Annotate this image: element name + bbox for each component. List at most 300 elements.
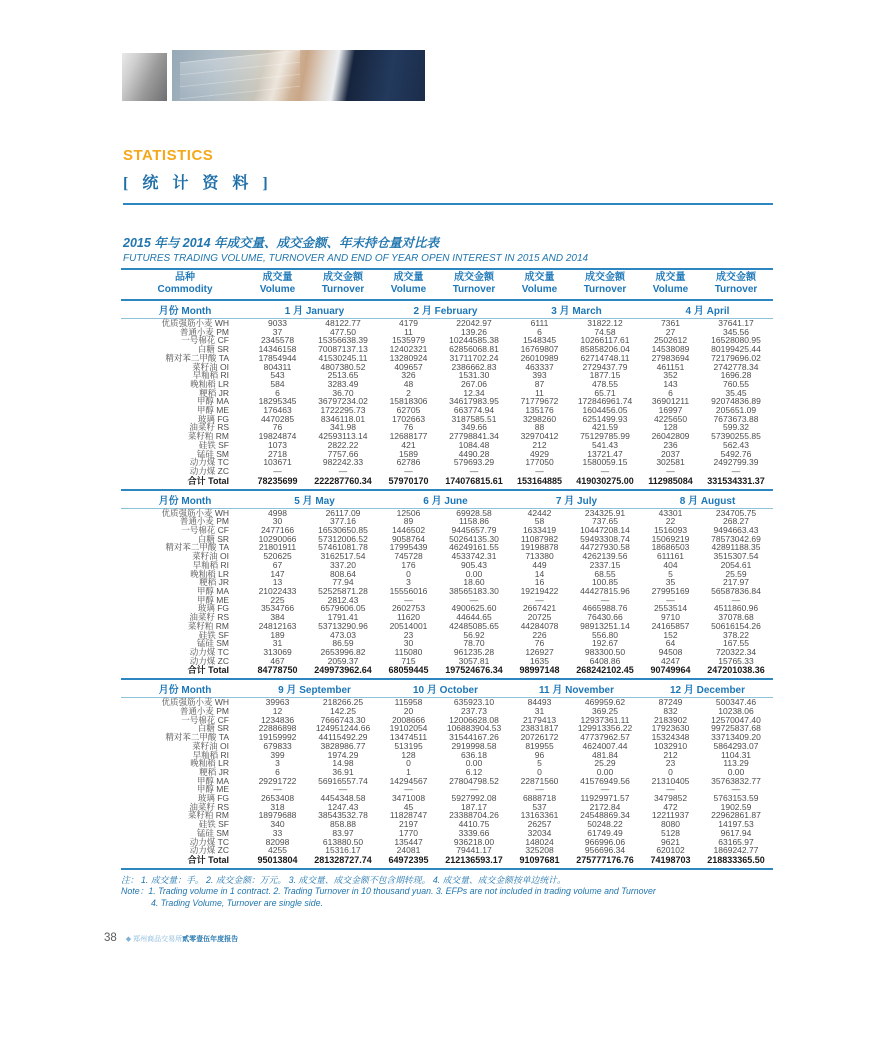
- total-value: 64972395: [380, 855, 437, 869]
- value-cell: 57312006.52: [318, 533, 368, 544]
- value-cell: 556.80: [592, 629, 618, 640]
- section-title-cn: [ 统 计 资 料 ]: [123, 175, 273, 192]
- value-cell: 905.43: [461, 559, 487, 570]
- value-cell: 17854944: [258, 352, 297, 363]
- value-cell: 461151: [656, 361, 685, 372]
- value-cell: 9621: [661, 836, 680, 847]
- value-cell: 76: [403, 422, 414, 433]
- value-cell: —: [600, 594, 610, 605]
- value-cell: 143: [663, 378, 678, 389]
- value-cell: 4247: [661, 655, 680, 666]
- month-label: 月份 Month: [121, 679, 249, 698]
- volume-header: [642, 269, 699, 300]
- value-cell: 1877.15: [589, 370, 621, 381]
- value-cell: —: [600, 784, 610, 795]
- month-cell: 2 月 February: [380, 300, 511, 319]
- value-cell: 2386662.83: [451, 361, 497, 372]
- value-cell: 9445657.79: [451, 525, 497, 536]
- value-cell: 9033: [268, 318, 287, 328]
- value-cell: 135176: [525, 405, 554, 416]
- value-cell: 99725837.68: [711, 723, 761, 734]
- value-cell: 1580059.15: [582, 457, 628, 468]
- value-cell: 832: [663, 706, 678, 717]
- value-cell: 41576949.56: [580, 775, 630, 786]
- value-cell: 2172.84: [589, 801, 621, 812]
- value-cell: 83.97: [332, 827, 354, 838]
- value-cell: 42593113.14: [318, 431, 368, 442]
- total-row: [121, 665, 773, 679]
- turnover-header-en: Turnover: [452, 284, 496, 295]
- value-cell: —: [600, 465, 610, 476]
- value-cell: 337.20: [330, 559, 356, 570]
- value-cell: —: [469, 465, 479, 476]
- table-title: [123, 233, 773, 264]
- total-value: 249973962.64: [306, 665, 380, 679]
- value-cell: 237.73: [461, 706, 487, 717]
- value-cell: 236: [663, 439, 678, 450]
- value-cell: 584: [270, 378, 285, 389]
- value-cell: 3298260: [522, 413, 557, 424]
- volume-header-cn: 成交量: [524, 272, 555, 283]
- total-value: 212136593.17: [437, 855, 511, 869]
- value-cell: 1158.86: [458, 516, 490, 527]
- month-cell: 10 月 October: [380, 679, 511, 698]
- value-cell: 15356638.39: [318, 335, 368, 346]
- value-cell: 2059.37: [327, 655, 359, 666]
- value-cell: 41530245.11: [318, 352, 368, 363]
- value-cell: 500347.46: [715, 697, 757, 708]
- value-cell: 1633419: [522, 525, 557, 536]
- value-cell: 57461081.78: [318, 542, 368, 553]
- value-cell: 1722295.73: [320, 405, 366, 416]
- value-cell: 87: [534, 378, 545, 389]
- value-cell: 472: [663, 801, 678, 812]
- value-cell: 234705.75: [715, 507, 757, 518]
- value-cell: 1446502: [391, 525, 426, 536]
- statistics-table-wrap: [121, 268, 773, 909]
- value-cell: 16530650.85: [318, 525, 368, 536]
- value-cell: 2477166: [260, 525, 295, 536]
- value-cell: 52525871.28: [318, 585, 368, 596]
- value-cell: 12211937: [651, 810, 690, 821]
- commodity-name: 粳稻 JR: [199, 577, 229, 588]
- commodity-name: 甲醇 MA: [196, 585, 229, 596]
- value-cell: 113.29: [723, 758, 749, 769]
- total-value: 247201038.36: [699, 665, 773, 679]
- note-en-1: Note：1. Trading volume in 1 contract. 2. Trading Turnover in 10 thousand yuan. 3. EFPs are not included in trading volume and Turnover: [121, 886, 656, 897]
- value-cell: 20725: [527, 612, 552, 623]
- value-cell: 56916557.74: [318, 775, 368, 786]
- value-cell: 56587836.84: [711, 585, 761, 596]
- value-cell: 4900625.60: [451, 603, 497, 614]
- commodity-name: 粳稻 JR: [199, 387, 229, 398]
- total-value: 90749964: [642, 665, 699, 679]
- commodity-name: 菜籽油 OI: [192, 740, 229, 751]
- total-value: 68059445: [380, 665, 437, 679]
- value-cell: 85858206.04: [580, 344, 630, 355]
- value-cell: 14.98: [332, 758, 354, 769]
- value-cell: 345.56: [723, 326, 749, 337]
- commodity-name: 菜籽粕 RM: [187, 810, 229, 821]
- value-cell: 27: [665, 326, 676, 337]
- value-cell: 2008666: [391, 714, 426, 725]
- total-label: 合计 Total: [121, 665, 249, 679]
- value-cell: 135447: [394, 836, 423, 847]
- value-cell: 69928.58: [456, 507, 492, 518]
- value-cell: 2183902: [653, 714, 688, 725]
- value-cell: 0.00: [465, 568, 483, 579]
- total-value: 222287760.34: [306, 476, 380, 490]
- volume-header-en: Volume: [652, 284, 689, 295]
- value-cell: 13: [272, 577, 283, 588]
- value-cell: 393: [532, 370, 547, 381]
- commodity-name: 甲醇 MA: [196, 775, 229, 786]
- statistics-table: [121, 268, 773, 870]
- commodity-name: 晚籼稻 LR: [190, 378, 229, 389]
- column-header-row: [121, 269, 773, 300]
- value-cell: 23388704.26: [449, 810, 499, 821]
- total-value: 78235699: [249, 476, 306, 490]
- value-cell: 2502612: [653, 335, 688, 346]
- value-cell: 2337.15: [589, 559, 621, 570]
- volume-header-cn: 成交量: [262, 272, 293, 283]
- value-cell: 87249: [658, 697, 683, 708]
- commodity-name: 早籼稻 RI: [192, 370, 229, 381]
- turnover-header-cn: 成交金额: [585, 272, 625, 283]
- value-cell: 21801911: [258, 542, 297, 553]
- total-value: 218833365.50: [699, 855, 773, 869]
- value-cell: 5: [668, 568, 673, 579]
- value-cell: 8080: [661, 819, 680, 830]
- value-cell: 100.85: [592, 577, 618, 588]
- value-cell: 50248.22: [587, 819, 623, 830]
- value-cell: 35.45: [725, 387, 747, 398]
- value-cell: 64: [665, 638, 676, 649]
- value-cell: 421: [401, 439, 416, 450]
- value-cell: 50264135.30: [449, 533, 499, 544]
- statistics-heading: STATISTICS: [123, 147, 214, 164]
- value-cell: —: [666, 594, 675, 605]
- value-cell: 6251499.93: [582, 413, 628, 424]
- value-cell: 27983694: [651, 352, 690, 363]
- value-cell: 2812.43: [327, 594, 359, 605]
- commodity-name: 普通小麦 PM: [179, 706, 229, 717]
- value-cell: 0: [406, 568, 411, 579]
- value-cell: 6: [668, 387, 673, 398]
- commodity-name: 油菜籽 RS: [189, 612, 229, 623]
- value-cell: 22871560: [520, 775, 559, 786]
- value-cell: 25.29: [594, 758, 616, 769]
- header-photo-main: [172, 50, 425, 101]
- value-cell: 15069219: [651, 533, 690, 544]
- value-cell: —: [338, 465, 348, 476]
- value-cell: 62786: [396, 457, 421, 468]
- value-cell: 611161: [656, 551, 685, 562]
- value-cell: 24812163: [258, 620, 297, 631]
- value-cell: 20514001: [389, 620, 428, 631]
- turnover-header-cn: 成交金额: [323, 272, 363, 283]
- table-title-cn: 2015 年与 2014 年成交量、成交金额、年末持仓量对比表: [123, 236, 440, 250]
- value-cell: 352: [663, 370, 678, 381]
- turnover-header-cn: 成交金额: [716, 272, 756, 283]
- value-cell: 326: [401, 370, 416, 381]
- table-title-en: FUTURES TRADING VOLUME, TURNOVER AND END OF YEAR OPEN INTEREST IN 2015 AND 2014: [123, 253, 589, 264]
- value-cell: 3283.49: [327, 378, 359, 389]
- value-cell: 18295345: [258, 396, 297, 407]
- value-cell: 92074836.89: [711, 396, 761, 407]
- value-cell: 37: [272, 326, 283, 337]
- value-cell: 3339.66: [458, 827, 490, 838]
- value-cell: 377.16: [330, 516, 356, 527]
- commodity-name: 晚籼稻 LR: [190, 568, 229, 579]
- value-cell: 613880.50: [322, 836, 364, 847]
- value-cell: 12570047.40: [711, 714, 761, 725]
- value-cell: 44115492.29: [318, 732, 368, 743]
- value-cell: 44727930.58: [580, 542, 630, 553]
- value-cell: 30: [272, 516, 283, 527]
- value-cell: 22886898: [258, 723, 297, 734]
- value-cell: 4225650: [653, 413, 688, 424]
- value-cell: 1902.59: [720, 801, 752, 812]
- value-cell: 1073: [268, 439, 287, 450]
- value-cell: 399: [270, 749, 285, 760]
- value-cell: 473.03: [330, 629, 356, 640]
- value-cell: 340: [270, 819, 285, 830]
- value-cell: 982242.33: [322, 457, 364, 468]
- value-cell: 6579606.05: [320, 603, 366, 614]
- value-cell: 4624007.44: [582, 740, 628, 751]
- commodity-name: 早籼稻 RI: [192, 559, 229, 570]
- value-cell: 234325.91: [584, 507, 626, 518]
- value-cell: 103671: [263, 457, 292, 468]
- value-cell: 3: [406, 577, 411, 588]
- month-cell: 5 月 May: [249, 490, 380, 509]
- value-cell: 0.00: [465, 758, 483, 769]
- month-label: 月份 Month: [121, 490, 249, 509]
- value-cell: 4490.28: [458, 448, 490, 459]
- value-cell: 24165857: [651, 620, 690, 631]
- value-cell: 205651.09: [715, 405, 757, 416]
- value-cell: 176: [401, 559, 416, 570]
- value-cell: 128: [401, 749, 416, 760]
- value-cell: 34617983.95: [449, 396, 499, 407]
- commodity-name: 精对苯二甲酸 TA: [165, 352, 229, 363]
- value-cell: 341.98: [330, 422, 356, 433]
- value-cell: 3479852: [653, 793, 688, 804]
- value-cell: 67: [272, 559, 283, 570]
- value-cell: 663774.94: [453, 405, 495, 416]
- total-value: 153164885: [511, 476, 568, 490]
- month-cell: 4 月 April: [642, 300, 773, 319]
- value-cell: 4410.75: [458, 819, 490, 830]
- value-cell: 14: [534, 568, 545, 579]
- value-cell: 139.26: [461, 326, 487, 337]
- value-cell: 961235.28: [453, 646, 495, 657]
- value-cell: 409657: [394, 361, 423, 372]
- value-cell: 543: [270, 370, 285, 381]
- value-cell: 126927: [525, 646, 554, 657]
- value-cell: 32970412: [520, 431, 559, 442]
- commodity-name: 普通小麦 PM: [179, 516, 229, 527]
- value-cell: —: [666, 465, 675, 476]
- value-cell: 1604456.05: [582, 405, 628, 416]
- value-cell: 37641.17: [718, 318, 754, 328]
- value-cell: —: [404, 784, 413, 795]
- commodity-name: 精对苯二甲酸 TA: [165, 732, 229, 743]
- value-cell: 27995169: [651, 585, 690, 596]
- value-cell: 4533742.31: [451, 551, 497, 562]
- note-cn: 注： 1. 成交量：手。 2. 成交金额：万元。 3. 成交量、成交金额不包含期转现。 4. 成交量、成交金额按单边统计。: [121, 874, 566, 885]
- value-cell: 12: [272, 706, 283, 717]
- value-cell: 369.25: [592, 706, 618, 717]
- table-notes: [121, 875, 773, 910]
- value-cell: 71779672: [520, 396, 559, 407]
- value-cell: 82098: [265, 836, 290, 847]
- value-cell: 80199425.44: [711, 344, 761, 355]
- value-cell: 187.17: [461, 801, 487, 812]
- value-cell: 1535979: [391, 335, 426, 346]
- value-cell: 14197.53: [718, 819, 754, 830]
- value-cell: 4262139.56: [582, 551, 628, 562]
- value-cell: 1084.48: [458, 439, 490, 450]
- value-cell: 31711702.24: [449, 352, 499, 363]
- month-cell: 3 月 March: [511, 300, 642, 319]
- value-cell: 2602753: [391, 603, 426, 614]
- value-cell: 318: [270, 801, 285, 812]
- commodity-name: 玻璃 FG: [197, 413, 229, 424]
- value-cell: 2653996.82: [320, 646, 366, 657]
- value-cell: 1791.41: [327, 612, 359, 623]
- value-cell: 63165.97: [718, 836, 754, 847]
- commodity-name: 菜籽粕 RM: [187, 431, 229, 442]
- value-cell: 20: [403, 706, 414, 717]
- page-heading: [123, 147, 773, 205]
- value-cell: 115080: [394, 646, 423, 657]
- value-cell: 5: [537, 758, 542, 769]
- value-cell: —: [666, 784, 675, 795]
- value-cell: 46249161.55: [449, 542, 499, 553]
- value-cell: 6.12: [465, 766, 483, 777]
- footer-report-name: 贰零壹伍年度报告: [182, 936, 239, 943]
- month-cell: 1 月 January: [249, 300, 380, 319]
- value-cell: 3828986.77: [320, 740, 366, 751]
- month-label: 月份 Month: [121, 300, 249, 319]
- value-cell: 19824874: [258, 431, 297, 442]
- total-value: 281328727.74: [306, 855, 380, 869]
- value-cell: 7666743.30: [320, 714, 366, 725]
- value-cell: 42891188.35: [711, 542, 761, 553]
- value-cell: 4665988.76: [582, 603, 628, 614]
- table-row: [121, 846, 773, 855]
- volume-header: [380, 269, 437, 300]
- value-cell: 39963: [265, 697, 290, 708]
- value-cell: 68.55: [594, 568, 616, 579]
- total-value: 197524676.34: [437, 665, 511, 679]
- value-cell: 17923630: [651, 723, 690, 734]
- value-cell: 21310405: [651, 775, 690, 786]
- value-cell: 4929: [530, 448, 549, 459]
- value-cell: 147: [270, 568, 285, 579]
- commodity-name: 早籼稻 RI: [192, 749, 229, 760]
- total-row: [121, 476, 773, 490]
- total-label: 合计 Total: [121, 855, 249, 869]
- value-cell: 1104.31: [720, 749, 752, 760]
- value-cell: 62856068.81: [449, 344, 499, 355]
- value-cell: 819955: [525, 740, 554, 751]
- value-cell: 715: [401, 655, 416, 666]
- value-cell: 635923.10: [453, 697, 495, 708]
- value-cell: —: [404, 594, 413, 605]
- value-cell: 16: [534, 577, 545, 588]
- value-cell: 4807380.52: [320, 361, 366, 372]
- value-cell: 12506: [396, 507, 421, 518]
- value-cell: 477.50: [330, 326, 356, 337]
- value-cell: 22: [665, 516, 676, 527]
- value-cell: 10244585.38: [449, 335, 499, 346]
- value-cell: 61749.49: [587, 827, 623, 838]
- commodity-name: 油菜籽 RS: [189, 422, 229, 433]
- value-cell: 26042809: [651, 431, 690, 442]
- value-cell: 1: [406, 766, 411, 777]
- volume-header-en: Volume: [521, 284, 558, 295]
- commodity-name: 晚籼稻 LR: [190, 758, 229, 769]
- value-cell: 212: [663, 749, 678, 760]
- value-cell: 1696.28: [720, 370, 752, 381]
- value-cell: 19198878: [520, 542, 559, 553]
- commodity-name: 一号棉花 CF: [181, 335, 229, 346]
- value-cell: 2653408: [260, 793, 295, 804]
- value-cell: 5864293.07: [713, 740, 759, 751]
- value-cell: 3515307.54: [713, 551, 759, 562]
- value-cell: —: [273, 784, 282, 795]
- value-cell: 148024: [525, 836, 554, 847]
- commodity-name: 动力煤 ZC: [189, 655, 229, 666]
- value-cell: 30: [403, 638, 414, 649]
- value-cell: 152: [663, 629, 678, 640]
- value-cell: 12.34: [463, 387, 485, 398]
- value-cell: 218266.25: [322, 697, 364, 708]
- total-value: 112985084: [642, 476, 699, 490]
- value-cell: 19159992: [258, 732, 297, 743]
- value-cell: 3057.81: [458, 655, 490, 666]
- value-cell: 579693.29: [453, 457, 495, 468]
- value-cell: 74.58: [594, 326, 616, 337]
- value-cell: 0: [537, 766, 542, 777]
- value-cell: 1516093: [653, 525, 688, 536]
- value-cell: 25.59: [725, 568, 747, 579]
- commodity-header-en: Commodity: [157, 284, 213, 295]
- value-cell: 33713409.20: [711, 732, 761, 743]
- turnover-header-cn: 成交金额: [454, 272, 494, 283]
- value-cell: 48122.77: [325, 318, 361, 328]
- value-cell: 70087137.13: [318, 344, 368, 355]
- value-cell: 27798841.34: [449, 431, 499, 442]
- value-cell: 19219422: [520, 585, 559, 596]
- value-cell: 115958: [394, 697, 423, 708]
- value-cell: 11087982: [520, 533, 559, 544]
- value-cell: 808.64: [330, 568, 356, 579]
- value-cell: —: [273, 465, 282, 476]
- value-cell: 24081: [396, 845, 421, 856]
- value-cell: 36797234.02: [318, 396, 368, 407]
- value-cell: 599.32: [723, 422, 749, 433]
- value-cell: 29291722: [258, 775, 297, 786]
- value-cell: 53713290.96: [318, 620, 368, 631]
- value-cell: 9617.94: [720, 827, 752, 838]
- turnover-header-en: Turnover: [714, 284, 758, 295]
- value-cell: 62714748.11: [580, 352, 630, 363]
- value-cell: 44644.65: [456, 612, 492, 623]
